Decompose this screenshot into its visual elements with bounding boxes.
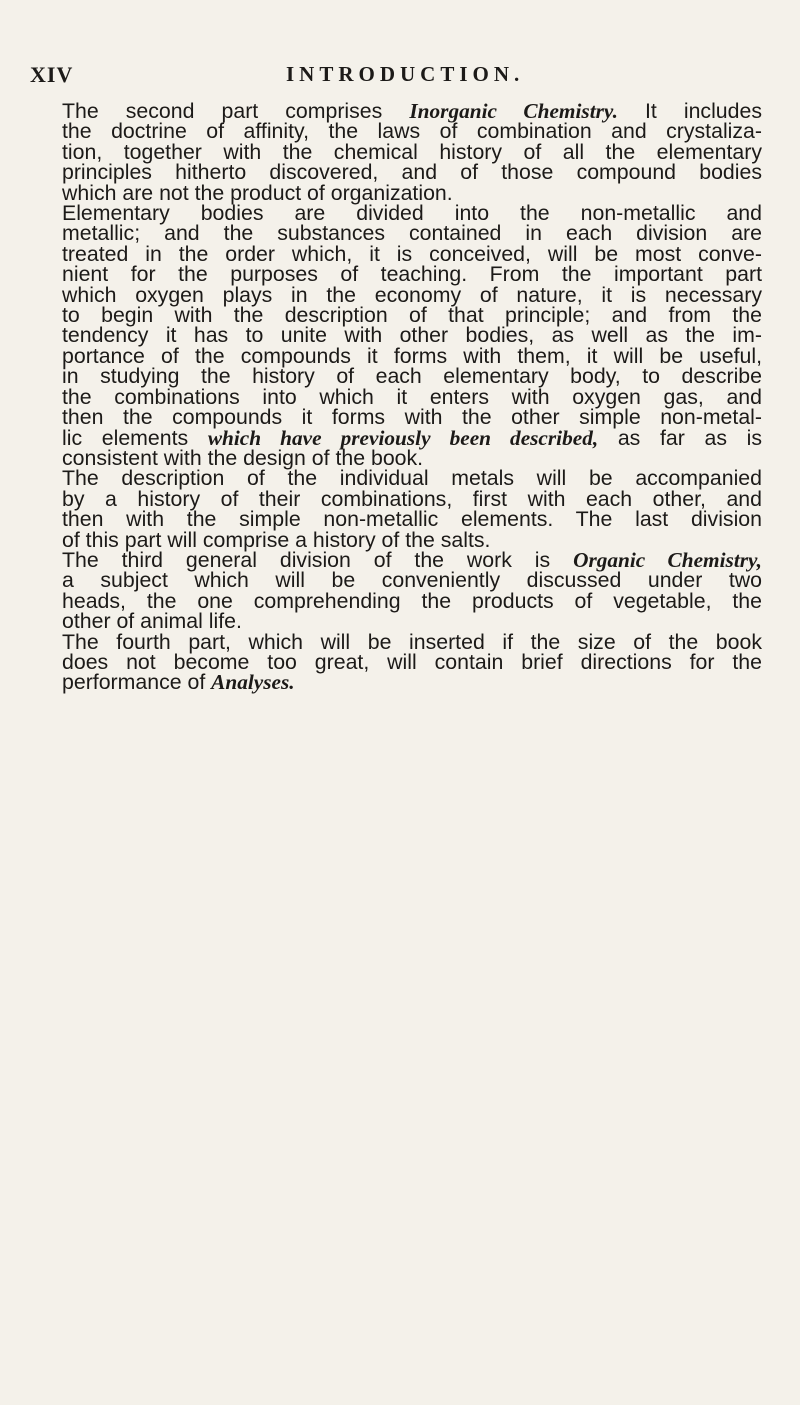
- text-line: [62, 180, 762, 205]
- text-line: [62, 282, 762, 307]
- text-line: [62, 629, 762, 654]
- text-line: [62, 101, 762, 121]
- text-line: [62, 588, 762, 613]
- text-run: to begin with the description of that principle; and from the: [62, 303, 762, 328]
- text-run: as far as is: [598, 425, 762, 450]
- text-run: consistent with the design of the book.: [62, 445, 424, 470]
- text-line: [62, 527, 762, 552]
- text-line: [62, 221, 762, 246]
- text-run: then the compounds it forms with the other simple non-metal-: [62, 405, 762, 430]
- text-run: in studying the history of each elementary body, to describe: [62, 364, 762, 389]
- text-run: tion, together with the chemical history of all the elementary: [62, 139, 762, 164]
- text-line: [62, 466, 762, 491]
- text-line: [62, 262, 762, 287]
- paragraph: [62, 547, 763, 634]
- text-run: tendency it has to unite with other bodies, as well as the im-: [62, 323, 762, 348]
- text-line: [62, 445, 762, 470]
- text-line: [62, 609, 762, 634]
- text-run: by a history of their combinations, first with each other, and: [62, 486, 762, 511]
- text-line: [62, 201, 762, 226]
- text-run: Elementary bodies are divided into the non-metallic and: [62, 201, 762, 226]
- text-run: other of animal life.: [62, 609, 242, 634]
- text-run: of this part will comprise a history of the salts.: [62, 527, 491, 552]
- paragraph: [62, 203, 762, 468]
- text-line: [62, 343, 762, 368]
- body-text: [62, 101, 762, 693]
- text-line: [62, 139, 762, 164]
- text-run: which are not the product of organization.: [62, 180, 453, 205]
- text-line: [62, 547, 763, 572]
- text-line: [62, 405, 762, 430]
- text-line: [62, 486, 762, 511]
- text-line: [62, 670, 762, 695]
- text-run: It includes: [617, 99, 762, 123]
- text-run: The fourth part, which will be inserted if the size of the book: [62, 629, 762, 654]
- italic-text: which have previously been described,: [207, 425, 599, 450]
- paragraph: [62, 629, 762, 695]
- text-run: then with the simple non-metallic elements. The last division: [62, 507, 762, 532]
- text-run: principles hitherto discovered, and of those compound bodies: [62, 160, 762, 185]
- page-header: [30, 62, 770, 92]
- paragraph: [62, 468, 762, 550]
- text-run: lic elements: [62, 425, 208, 450]
- text-run: portance of the compounds it forms with them, it will be useful,: [62, 343, 762, 368]
- text-line: [62, 384, 762, 409]
- text-run: nient for the purposes of teaching. From the important part: [62, 262, 762, 287]
- text-line: [62, 507, 762, 532]
- text-line: [62, 241, 762, 266]
- italic-text: Analyses.: [211, 670, 295, 695]
- text-run: The second part comprises: [62, 99, 410, 123]
- running-title: INTRODUCTION.: [286, 62, 525, 86]
- text-run: the doctrine of affinity, the laws of combination and crystaliza-: [62, 119, 762, 144]
- text-run: The description of the individual metals will be accompanied: [62, 466, 762, 491]
- text-run: performance of: [62, 670, 212, 695]
- text-run: treated in the order which, it is conceived, will be most conve-: [62, 241, 762, 266]
- text-line: [62, 119, 762, 144]
- text-line: [62, 364, 762, 389]
- italic-text: Organic Chemistry,: [573, 547, 763, 572]
- text-line: [62, 160, 762, 185]
- text-run: the combinations into which it enters with oxygen gas, and: [62, 384, 762, 409]
- page-number: XIV: [30, 62, 74, 87]
- text-run: heads, the one comprehending the products of vegetable, the: [62, 588, 762, 613]
- text-line: [62, 568, 762, 593]
- text-run: metallic; and the substances contained in each division are: [62, 221, 762, 246]
- text-line: [62, 323, 762, 348]
- text-run: a subject which will be conveniently discussed under two: [62, 568, 762, 593]
- text-line: [62, 303, 762, 328]
- paragraph: [62, 101, 762, 203]
- text-run: The third general division of the work is: [62, 547, 574, 572]
- text-line: [62, 425, 762, 450]
- text-line: [62, 649, 762, 674]
- italic-text: Inorganic Chemistry.: [409, 99, 618, 123]
- text-run: which oxygen plays in the economy of nature, it is necessary: [62, 282, 762, 307]
- text-run: does not become too great, will contain brief directions for the: [62, 649, 762, 674]
